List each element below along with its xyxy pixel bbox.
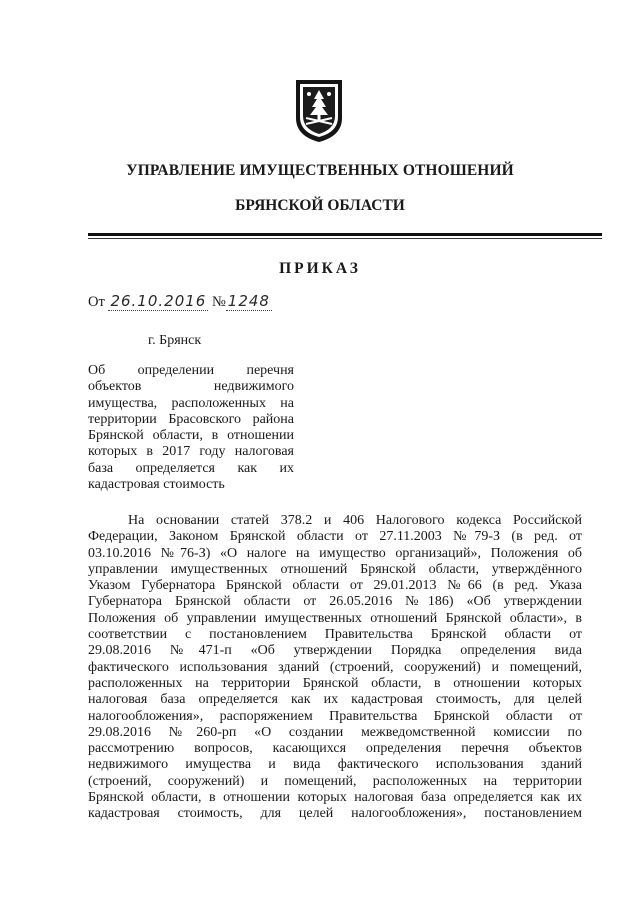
subject-line: объектов недвижимого bbox=[88, 379, 294, 395]
header-divider-thin bbox=[88, 238, 602, 239]
body-line: На основании статей 378.2 и 406 Налогового кодекса Российской bbox=[128, 513, 582, 528]
organization-name-line1: УПРАВЛЕНИЕ ИМУЩЕСТВЕННЫХ ОТНОШЕНИЙ bbox=[126, 162, 514, 179]
body-line: Федерации, Законом Брянской области от 27.11.2003 №79-З (в ред. от bbox=[88, 529, 582, 545]
order-body-text bbox=[88, 513, 582, 823]
handwritten-number: 1248 bbox=[227, 292, 270, 310]
body-line: налогообложения», распоряжением Правительства Брянской области от bbox=[88, 708, 582, 724]
date-from-label: От bbox=[88, 294, 105, 310]
bryansk-coat-of-arms-icon bbox=[294, 78, 344, 144]
body-line: соответствии с постановлением Правительства Брянской области от bbox=[88, 627, 582, 643]
body-line: 29.08.2016 №471-п «Об утверждении Порядка определения вида bbox=[88, 643, 582, 659]
subject-line: кадастровая стоимость bbox=[88, 477, 225, 493]
body-line: 03.10.2016 №76-З) «О налоге на имущество организаций», Положения об bbox=[88, 545, 582, 561]
order-subject bbox=[88, 363, 294, 493]
subject-line: имущества, расположенных на bbox=[88, 395, 294, 411]
city-name: г. Брянск bbox=[148, 333, 202, 348]
document-dateline bbox=[88, 292, 272, 311]
body-line: налоговая база определяется как их кадастровая стоимость, для целей bbox=[88, 692, 582, 708]
body-line: недвижимого имущества и вида фактического использования зданий bbox=[88, 757, 582, 773]
document-type-title: ПРИКАЗ bbox=[279, 260, 361, 277]
body-line: Губернатора Брянской области от 26.05.2016 №186) «Об утверждении bbox=[88, 594, 582, 610]
body-line: управлении имущественных отношений Брянской области, утверждённого bbox=[88, 561, 582, 577]
subject-line: территории Брасовского района bbox=[88, 411, 294, 427]
body-line: кадастровая стоимость, для целей налогообложения», постановлением bbox=[88, 806, 582, 822]
body-line: Брянской области, в отношении которых налоговая база определяется как их bbox=[88, 790, 582, 806]
body-line: фактического использования зданий (строений, сооружений) и помещений, bbox=[88, 659, 582, 675]
subject-line: которых в 2017 году налоговая bbox=[88, 444, 294, 460]
subject-line: Брянской области, в отношении bbox=[88, 428, 294, 444]
organization-name-line2: БРЯНСКОЙ ОБЛАСТИ bbox=[235, 197, 405, 214]
body-line: 29.08.2016 №260-рп «О создании межведомственной комиссии по bbox=[88, 724, 582, 740]
number-label: № bbox=[211, 294, 226, 310]
body-line: рассмотрению вопросов, касающихся определения перечня объектов bbox=[88, 741, 582, 757]
body-line: Положения об управлении имущественных отношений Брянской области», в bbox=[88, 610, 582, 626]
body-line: расположенных на территории Брянской области, в отношении которых bbox=[88, 675, 582, 691]
body-line: Указом Губернатора Брянской области от 29.01.2013 №66 (в ред. Указа bbox=[88, 578, 582, 594]
handwritten-date: 26.10.2016 bbox=[110, 292, 207, 310]
subject-line: Об определении перечня bbox=[88, 363, 294, 378]
body-line: (строений, сооружений) и помещений, расположенных на территории bbox=[88, 773, 582, 789]
subject-line: база определяется как их bbox=[88, 460, 294, 476]
header-divider-thick bbox=[88, 233, 602, 236]
